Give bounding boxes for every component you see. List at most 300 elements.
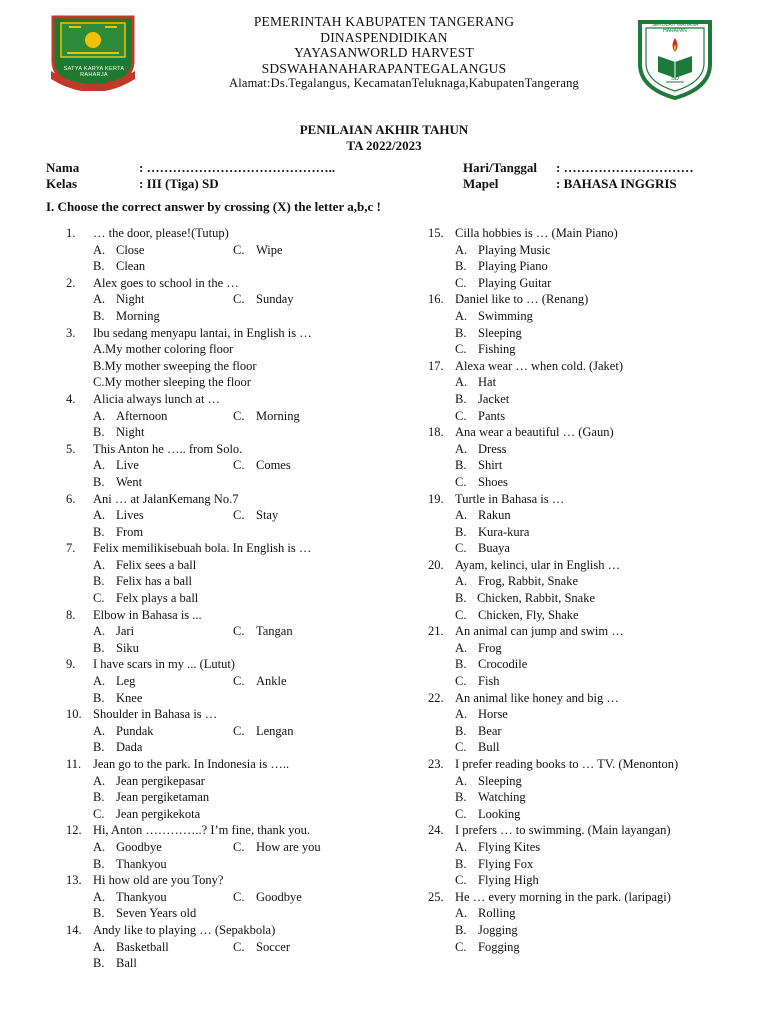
- option-letter: A.: [455, 773, 468, 788]
- answer-option[interactable]: [455, 540, 595, 557]
- option-text: From: [116, 524, 144, 539]
- option-text: Bear: [478, 723, 502, 738]
- option-text: Dress: [478, 441, 507, 456]
- question: [428, 491, 748, 508]
- option-row: [66, 374, 396, 391]
- question-number: 14.: [66, 922, 82, 937]
- answer-option[interactable]: [455, 640, 595, 657]
- option-text: Close: [116, 242, 145, 257]
- question: [428, 690, 748, 707]
- option-row: [66, 856, 396, 873]
- option-row: [428, 607, 748, 624]
- question-number: 19.: [428, 491, 444, 506]
- answer-option[interactable]: [93, 242, 233, 259]
- option-letter: C.: [455, 275, 467, 290]
- kelas-label: Kelas: [46, 176, 78, 191]
- question: [66, 872, 396, 889]
- option-text: Shirt: [478, 458, 503, 473]
- answer-option[interactable]: [455, 607, 595, 624]
- option-letter: A.: [93, 839, 106, 854]
- answer-option[interactable]: [455, 939, 595, 956]
- header-line-1: PEMERINTAH KABUPATEN TANGERANG: [253, 14, 515, 29]
- option-letter: C.: [233, 242, 245, 257]
- option-text: Fish: [478, 674, 500, 689]
- answer-option[interactable]: [93, 773, 233, 790]
- answer-option[interactable]: [455, 656, 595, 673]
- answer-option[interactable]: [233, 889, 302, 906]
- option-letter: A.: [93, 939, 106, 954]
- answer-option[interactable]: [93, 789, 233, 806]
- question: [66, 540, 396, 557]
- option-row: [66, 789, 396, 806]
- option-letter: C.: [93, 806, 105, 821]
- option-text: Stay: [256, 508, 279, 523]
- option-row: [428, 640, 748, 657]
- answer-option[interactable]: [455, 374, 595, 391]
- option-text: Horse: [478, 707, 508, 722]
- option-row: [66, 739, 396, 756]
- answer-option[interactable]: [455, 723, 595, 740]
- option-text: Night: [116, 425, 145, 440]
- answer-option[interactable]: [455, 856, 595, 873]
- option-text: My mother coloring floor: [105, 342, 234, 357]
- option-letter: A.: [93, 508, 106, 523]
- option-text: Seven Years old: [116, 906, 197, 921]
- option-letter: A.: [455, 308, 468, 323]
- answer-option[interactable]: [455, 905, 595, 922]
- option-text: Knee: [116, 690, 143, 705]
- option-letter: C.: [455, 342, 467, 357]
- question-text: He … every morning in the park. (laripagi): [455, 889, 671, 904]
- option-text: Night: [116, 292, 145, 307]
- mapel-value: : BAHASA INGGRIS: [556, 176, 677, 191]
- option-text: Morning: [116, 308, 160, 323]
- question-number: 7.: [66, 541, 76, 556]
- option-letter: A.: [93, 773, 106, 788]
- option-letter: C.: [455, 674, 467, 689]
- option-text: Afternoon: [116, 408, 168, 423]
- option-text: Lives: [116, 508, 144, 523]
- question-number: 25.: [428, 889, 444, 904]
- answer-option[interactable]: [455, 341, 595, 358]
- question-number: 24.: [428, 823, 444, 838]
- answer-option[interactable]: [93, 590, 233, 607]
- question-number: 11.: [66, 757, 82, 771]
- question: [428, 225, 748, 242]
- option-row: [66, 806, 396, 823]
- answer-option[interactable]: [93, 939, 233, 956]
- answer-option[interactable]: [93, 408, 233, 425]
- option-letter: A.: [455, 906, 468, 921]
- answer-option[interactable]: [455, 806, 595, 823]
- answer-option[interactable]: [93, 374, 251, 391]
- answer-option[interactable]: [93, 424, 233, 441]
- letterhead: [0, 14, 768, 92]
- option-letter: C.: [455, 806, 467, 821]
- option-row: [66, 673, 396, 690]
- option-row: [66, 955, 396, 972]
- option-text: Playing Guitar: [478, 275, 552, 290]
- option-letter: A.: [455, 441, 468, 456]
- option-text: Kura-kura: [478, 524, 530, 539]
- answer-option[interactable]: [93, 690, 233, 707]
- question: [428, 557, 748, 574]
- option-row: [66, 690, 396, 707]
- option-row: [66, 573, 396, 590]
- option-letter: C.: [455, 408, 467, 423]
- option-row: [66, 424, 396, 441]
- option-letter: A.: [455, 508, 468, 523]
- option-text: Chicken, Fly, Shake: [478, 607, 579, 622]
- answer-option[interactable]: [233, 939, 290, 956]
- option-row: [428, 374, 748, 391]
- question-number: 1.: [66, 226, 76, 240]
- option-text: Comes: [256, 458, 291, 473]
- option-letter: C.: [455, 541, 467, 556]
- option-letter: A.: [93, 674, 106, 689]
- option-letter: B.: [93, 740, 105, 755]
- option-letter: A.: [93, 458, 106, 473]
- option-row: [66, 839, 396, 856]
- option-row: [428, 474, 748, 491]
- question-text: Jean go to the park. In Indonesia is …..: [93, 757, 290, 771]
- answer-option[interactable]: [93, 308, 233, 325]
- option-row: [428, 457, 748, 474]
- questions-right-column: [428, 225, 748, 955]
- option-row: [428, 540, 748, 557]
- question-text: Hi how old are you Tony?: [93, 873, 224, 888]
- answer-option[interactable]: [455, 706, 595, 723]
- option-text: Thankyou: [116, 856, 167, 871]
- option-letter: B.: [93, 574, 105, 589]
- answer-option[interactable]: [455, 872, 595, 889]
- option-text: Sleeping: [478, 325, 522, 340]
- option-text: Jacket: [478, 391, 510, 406]
- answer-option[interactable]: [233, 507, 278, 524]
- option-letter: B.: [455, 790, 467, 805]
- option-letter: A.: [93, 408, 106, 423]
- option-text: Goodbye: [116, 839, 162, 854]
- answer-option[interactable]: [233, 839, 321, 856]
- option-letter: B.: [93, 640, 105, 655]
- question: [428, 291, 748, 308]
- question-number: 22.: [428, 690, 444, 705]
- option-text: Dada: [116, 740, 143, 755]
- option-text: Jean pergikepasar: [116, 773, 205, 788]
- answer-option[interactable]: [455, 524, 595, 541]
- instruction: I. Choose the correct answer by crossing (X) the letter a,b,c !: [46, 199, 381, 214]
- option-row: [66, 291, 396, 308]
- option-row: [428, 325, 748, 342]
- option-row: [428, 723, 748, 740]
- question-text: I prefers … to swimming. (Main layangan): [455, 823, 671, 838]
- option-row: [66, 258, 396, 275]
- hari-label: Hari/Tanggal: [463, 160, 537, 175]
- question-number: 12.: [66, 823, 82, 838]
- answer-option[interactable]: [233, 673, 287, 690]
- option-row: [66, 457, 396, 474]
- question-number: 21.: [428, 624, 444, 639]
- option-text: My mother sleeping the floor: [104, 375, 251, 390]
- option-letter: A.: [93, 557, 106, 572]
- option-row: [66, 507, 396, 524]
- option-letter: C.: [93, 591, 105, 606]
- option-text: Felix sees a ball: [116, 557, 197, 572]
- option-row: [66, 590, 396, 607]
- question-number: 10.: [66, 707, 82, 722]
- option-text: Tangan: [256, 624, 293, 639]
- option-row: [428, 590, 748, 607]
- question-number: 18.: [428, 425, 444, 440]
- option-row: [66, 723, 396, 740]
- question: [66, 391, 396, 408]
- answer-option[interactable]: [93, 640, 233, 657]
- option-text: Siku: [116, 640, 139, 655]
- option-row: [428, 507, 748, 524]
- answer-option[interactable]: [93, 673, 233, 690]
- option-row: [66, 773, 396, 790]
- question: [428, 424, 748, 441]
- option-row: [428, 308, 748, 325]
- option-text: Wipe: [256, 242, 283, 257]
- answer-option[interactable]: [93, 623, 233, 640]
- mapel-label: Mapel: [463, 176, 499, 191]
- answer-option[interactable]: [93, 739, 233, 756]
- answer-option[interactable]: [455, 590, 595, 607]
- option-text: Flying Kites: [478, 839, 541, 854]
- option-text: Flying High: [478, 873, 539, 888]
- option-letter: A.: [93, 723, 106, 738]
- answer-option[interactable]: [233, 242, 283, 259]
- question-number: 16.: [428, 292, 444, 307]
- answer-option[interactable]: [93, 258, 233, 275]
- option-row: [428, 673, 748, 690]
- option-row: [428, 939, 748, 956]
- answer-option[interactable]: [93, 524, 233, 541]
- option-letter: C.: [233, 624, 245, 639]
- question-number: 23.: [428, 757, 444, 771]
- exam-title-line-2: TA 2022/2023: [346, 138, 422, 153]
- question-text: Elbow in Bahasa is ...: [93, 607, 202, 622]
- answer-option[interactable]: [455, 308, 595, 325]
- option-letter: C.: [233, 292, 245, 307]
- option-letter: B.: [93, 358, 105, 373]
- answer-option[interactable]: [455, 922, 595, 939]
- question: [66, 656, 396, 673]
- option-row: [428, 573, 748, 590]
- question: [66, 607, 396, 624]
- question-text: This Anton he ….. from Solo.: [93, 441, 243, 456]
- question: [66, 706, 396, 723]
- answer-option[interactable]: [93, 573, 233, 590]
- question-number: 13.: [66, 873, 82, 888]
- option-text: Shoes: [478, 474, 508, 489]
- option-letter: B.: [93, 906, 105, 921]
- question-number: 5.: [66, 441, 76, 456]
- option-row: [428, 258, 748, 275]
- option-text: Fishing: [478, 342, 516, 357]
- question: [66, 275, 396, 292]
- option-text: Crocodile: [478, 657, 528, 672]
- option-letter: A.: [455, 242, 468, 257]
- option-letter: B.: [93, 474, 105, 489]
- question: [428, 358, 748, 375]
- option-row: [428, 839, 748, 856]
- option-letter: A.: [93, 624, 106, 639]
- answer-option[interactable]: [93, 557, 233, 574]
- option-text: Hat: [478, 375, 497, 390]
- option-letter: A.: [455, 574, 468, 589]
- option-letter: A.: [93, 292, 106, 307]
- option-letter: B.: [93, 425, 105, 440]
- option-letter: C.: [233, 408, 245, 423]
- option-letter: A.: [93, 889, 106, 904]
- option-row: [428, 524, 748, 541]
- answer-option[interactable]: [455, 507, 595, 524]
- answer-option[interactable]: [455, 275, 595, 292]
- hari-value[interactable]: : …………………………: [556, 160, 694, 175]
- answer-option[interactable]: [455, 474, 595, 491]
- option-letter: B.: [455, 391, 467, 406]
- option-letter: B.: [455, 922, 467, 937]
- option-text: Felix has a ball: [116, 574, 193, 589]
- nama-value[interactable]: : ……………………………………..: [139, 160, 336, 175]
- question-text: … the door, please!(Tutup): [93, 226, 229, 240]
- answer-option[interactable]: [455, 839, 595, 856]
- option-row: [66, 889, 396, 906]
- option-letter: A.: [455, 839, 468, 854]
- answer-option[interactable]: [455, 391, 595, 408]
- option-letter: C.: [455, 939, 467, 954]
- option-row: [428, 773, 748, 790]
- answer-option[interactable]: [93, 806, 233, 823]
- header-address: Alamat:Ds.Tegalangus, KecamatanTeluknaga,KabupatenTangerang: [228, 76, 579, 90]
- answer-option[interactable]: [455, 457, 595, 474]
- option-row: [428, 408, 748, 425]
- answer-option[interactable]: [93, 474, 233, 491]
- question-text: Alex goes to school in the …: [93, 275, 239, 290]
- nama-label: Nama: [46, 160, 80, 175]
- answer-option[interactable]: [455, 739, 595, 756]
- answer-option[interactable]: [93, 507, 233, 524]
- option-letter: B.: [455, 458, 467, 473]
- option-text: Sleeping: [478, 773, 522, 788]
- question-number: 4.: [66, 391, 76, 406]
- answer-option[interactable]: [455, 242, 595, 259]
- answer-option[interactable]: [93, 905, 233, 922]
- answer-option[interactable]: [93, 358, 257, 375]
- answer-option[interactable]: [93, 839, 233, 856]
- option-letter: B.: [93, 524, 105, 539]
- option-text: Playing Music: [478, 242, 551, 257]
- question-text: Ibu sedang menyapu lantai, in English is …: [93, 325, 312, 340]
- question-text: Ana wear a beautiful … (Gaun): [455, 425, 614, 440]
- option-text: Bull: [478, 740, 500, 755]
- option-row: [66, 474, 396, 491]
- answer-option[interactable]: [455, 441, 595, 458]
- option-text: Thankyou: [116, 889, 167, 904]
- option-text: Buaya: [478, 541, 510, 556]
- option-text: Playing Piano: [478, 259, 548, 274]
- answer-option[interactable]: [93, 955, 233, 972]
- question-number: 9.: [66, 657, 76, 672]
- option-letter: B.: [455, 259, 467, 274]
- option-row: [66, 242, 396, 259]
- answer-option[interactable]: [233, 408, 300, 425]
- question-text: I prefer reading books to … TV. (Menonton): [455, 757, 679, 771]
- answer-option[interactable]: [233, 623, 293, 640]
- question-number: 15.: [428, 226, 444, 240]
- answer-option[interactable]: [93, 889, 233, 906]
- option-row: [66, 623, 396, 640]
- answer-option[interactable]: [233, 457, 291, 474]
- option-text: Sunday: [256, 292, 294, 307]
- answer-option[interactable]: [233, 291, 294, 308]
- option-text: Pants: [478, 408, 506, 423]
- answer-option[interactable]: [93, 856, 233, 873]
- left-logo-text: SATYA KARYA KERTA RAHARJA: [63, 66, 125, 78]
- answer-option[interactable]: [455, 325, 595, 342]
- question: [66, 441, 396, 458]
- option-letter: C.: [233, 889, 245, 904]
- question-text: An animal can jump and swim …: [455, 624, 624, 639]
- answer-option[interactable]: [233, 723, 293, 740]
- question-number: 2.: [66, 275, 76, 290]
- question-text: Ayam, kelinci, ular in English …: [455, 557, 621, 572]
- option-row: [428, 242, 748, 259]
- question-text: Alexa wear … when cold. (Jaket): [455, 358, 623, 373]
- question-text: Shoulder in Bahasa is …: [93, 707, 218, 722]
- option-text: Jean pergikekota: [116, 806, 201, 821]
- header-line-2: DINASPENDIDIKAN: [320, 29, 448, 45]
- answer-option[interactable]: [455, 573, 595, 590]
- question-text: Alicia always lunch at …: [93, 391, 221, 406]
- question-number: 8.: [66, 607, 76, 622]
- answer-option[interactable]: [455, 789, 595, 806]
- option-row: [66, 408, 396, 425]
- option-text: Jean pergiketaman: [116, 790, 210, 805]
- answer-option[interactable]: [93, 457, 233, 474]
- answer-option[interactable]: [455, 773, 595, 790]
- answer-option[interactable]: [455, 673, 595, 690]
- option-text: Fogging: [478, 939, 520, 954]
- option-text: Pundak: [116, 723, 154, 738]
- question: [428, 889, 748, 906]
- option-letter: A.: [455, 640, 468, 655]
- answer-option[interactable]: [455, 258, 595, 275]
- option-letter: C.: [455, 740, 467, 755]
- option-row: [66, 557, 396, 574]
- option-text: Jari: [116, 624, 135, 639]
- option-row: [66, 939, 396, 956]
- answer-option[interactable]: [455, 408, 595, 425]
- option-letter: C.: [233, 723, 245, 738]
- option-text: Flying Fox: [478, 856, 534, 871]
- option-letter: C.: [233, 458, 245, 473]
- exam-title-line-1: PENILAIAN AKHIR TAHUN: [299, 122, 469, 137]
- option-row: [66, 524, 396, 541]
- right-logo-text: SEKOLAH WAHANA HARAPAN: [651, 22, 699, 34]
- option-row: [66, 341, 396, 358]
- option-letter: C.: [233, 508, 245, 523]
- option-letter: C.: [455, 873, 467, 888]
- answer-option[interactable]: [93, 723, 233, 740]
- option-letter: B.: [93, 690, 105, 705]
- answer-option[interactable]: [93, 341, 233, 358]
- option-letter: C.: [233, 674, 245, 689]
- question-text: Felix memilikisebuah bola. In English is …: [93, 541, 312, 556]
- answer-option[interactable]: [93, 291, 233, 308]
